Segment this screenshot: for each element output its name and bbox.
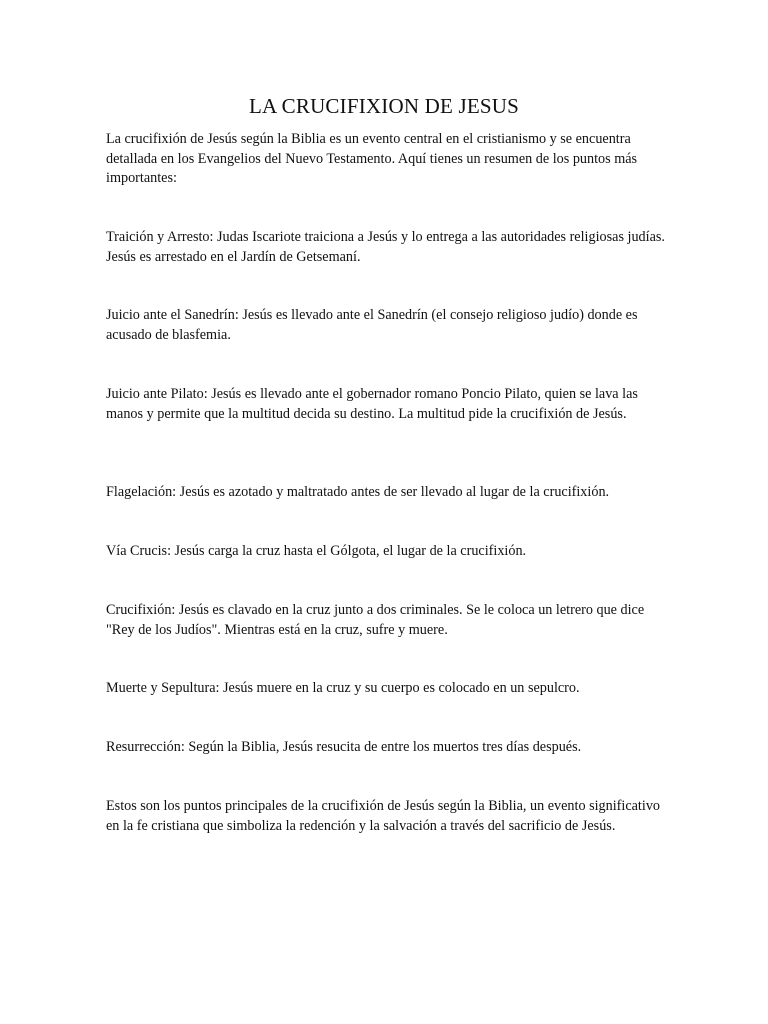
paragraph-arrest: Traición y Arresto: Judas Iscariote traiciona a Jesús y lo entrega a las autoridades religiosas judías. Jesús es arrestado en el Jardín de Getsemaní. bbox=[106, 229, 665, 265]
paragraph-sanhedrin: Juicio ante el Sanedrín: Jesús es llevado ante el Sanedrín (el consejo religioso judío) donde es acusado de blasfemia. bbox=[106, 307, 638, 343]
closing-paragraph: Estos son los puntos principales de la crucifixión de Jesús según la Biblia, un evento significativo en la fe cristiana que simboliza la redención y la salvación a través del sacrificio de Jesús. bbox=[106, 798, 661, 834]
paragraph-death-burial: Muerte y Sepultura: Jesús muere en la cruz y su cuerpo es colocado en un sepulcro. bbox=[106, 680, 580, 696]
paragraph-via-crucis: Vía Crucis: Jesús carga la cruz hasta el Gólgota, el lugar de la crucifixión. bbox=[106, 543, 527, 559]
document-title: LA CRUCIFIXION DE JESUS bbox=[248, 94, 520, 118]
paragraph-resurrection: Resurrección: Según la Biblia, Jesús resucita de entre los muertos tres días después. bbox=[106, 739, 582, 755]
paragraph-pilate: Juicio ante Pilato: Jesús es llevado ante el gobernador romano Poncio Pilato, quien se lava las manos y permite que la multitud decida su destino. La multitud pide la crucifixión de Jesús. bbox=[106, 386, 638, 422]
paragraph-crucifixion: Crucifixión: Jesús es clavado en la cruz junto a dos criminales. Se le coloca un letrero que dice "Rey de los Judíos". Mientras está en la cruz, sufre y muere. bbox=[106, 602, 645, 638]
paragraph-flagellation: Flagelación: Jesús es azotado y maltratado antes de ser llevado al lugar de la crucifixión. bbox=[106, 484, 610, 500]
intro-paragraph: La crucifixión de Jesús según la Biblia es un evento central en el cristianismo y se encuentra detallada en los Evangelios del Nuevo Testamento. Aquí tienes un resumen de los puntos más importantes: bbox=[106, 131, 638, 187]
